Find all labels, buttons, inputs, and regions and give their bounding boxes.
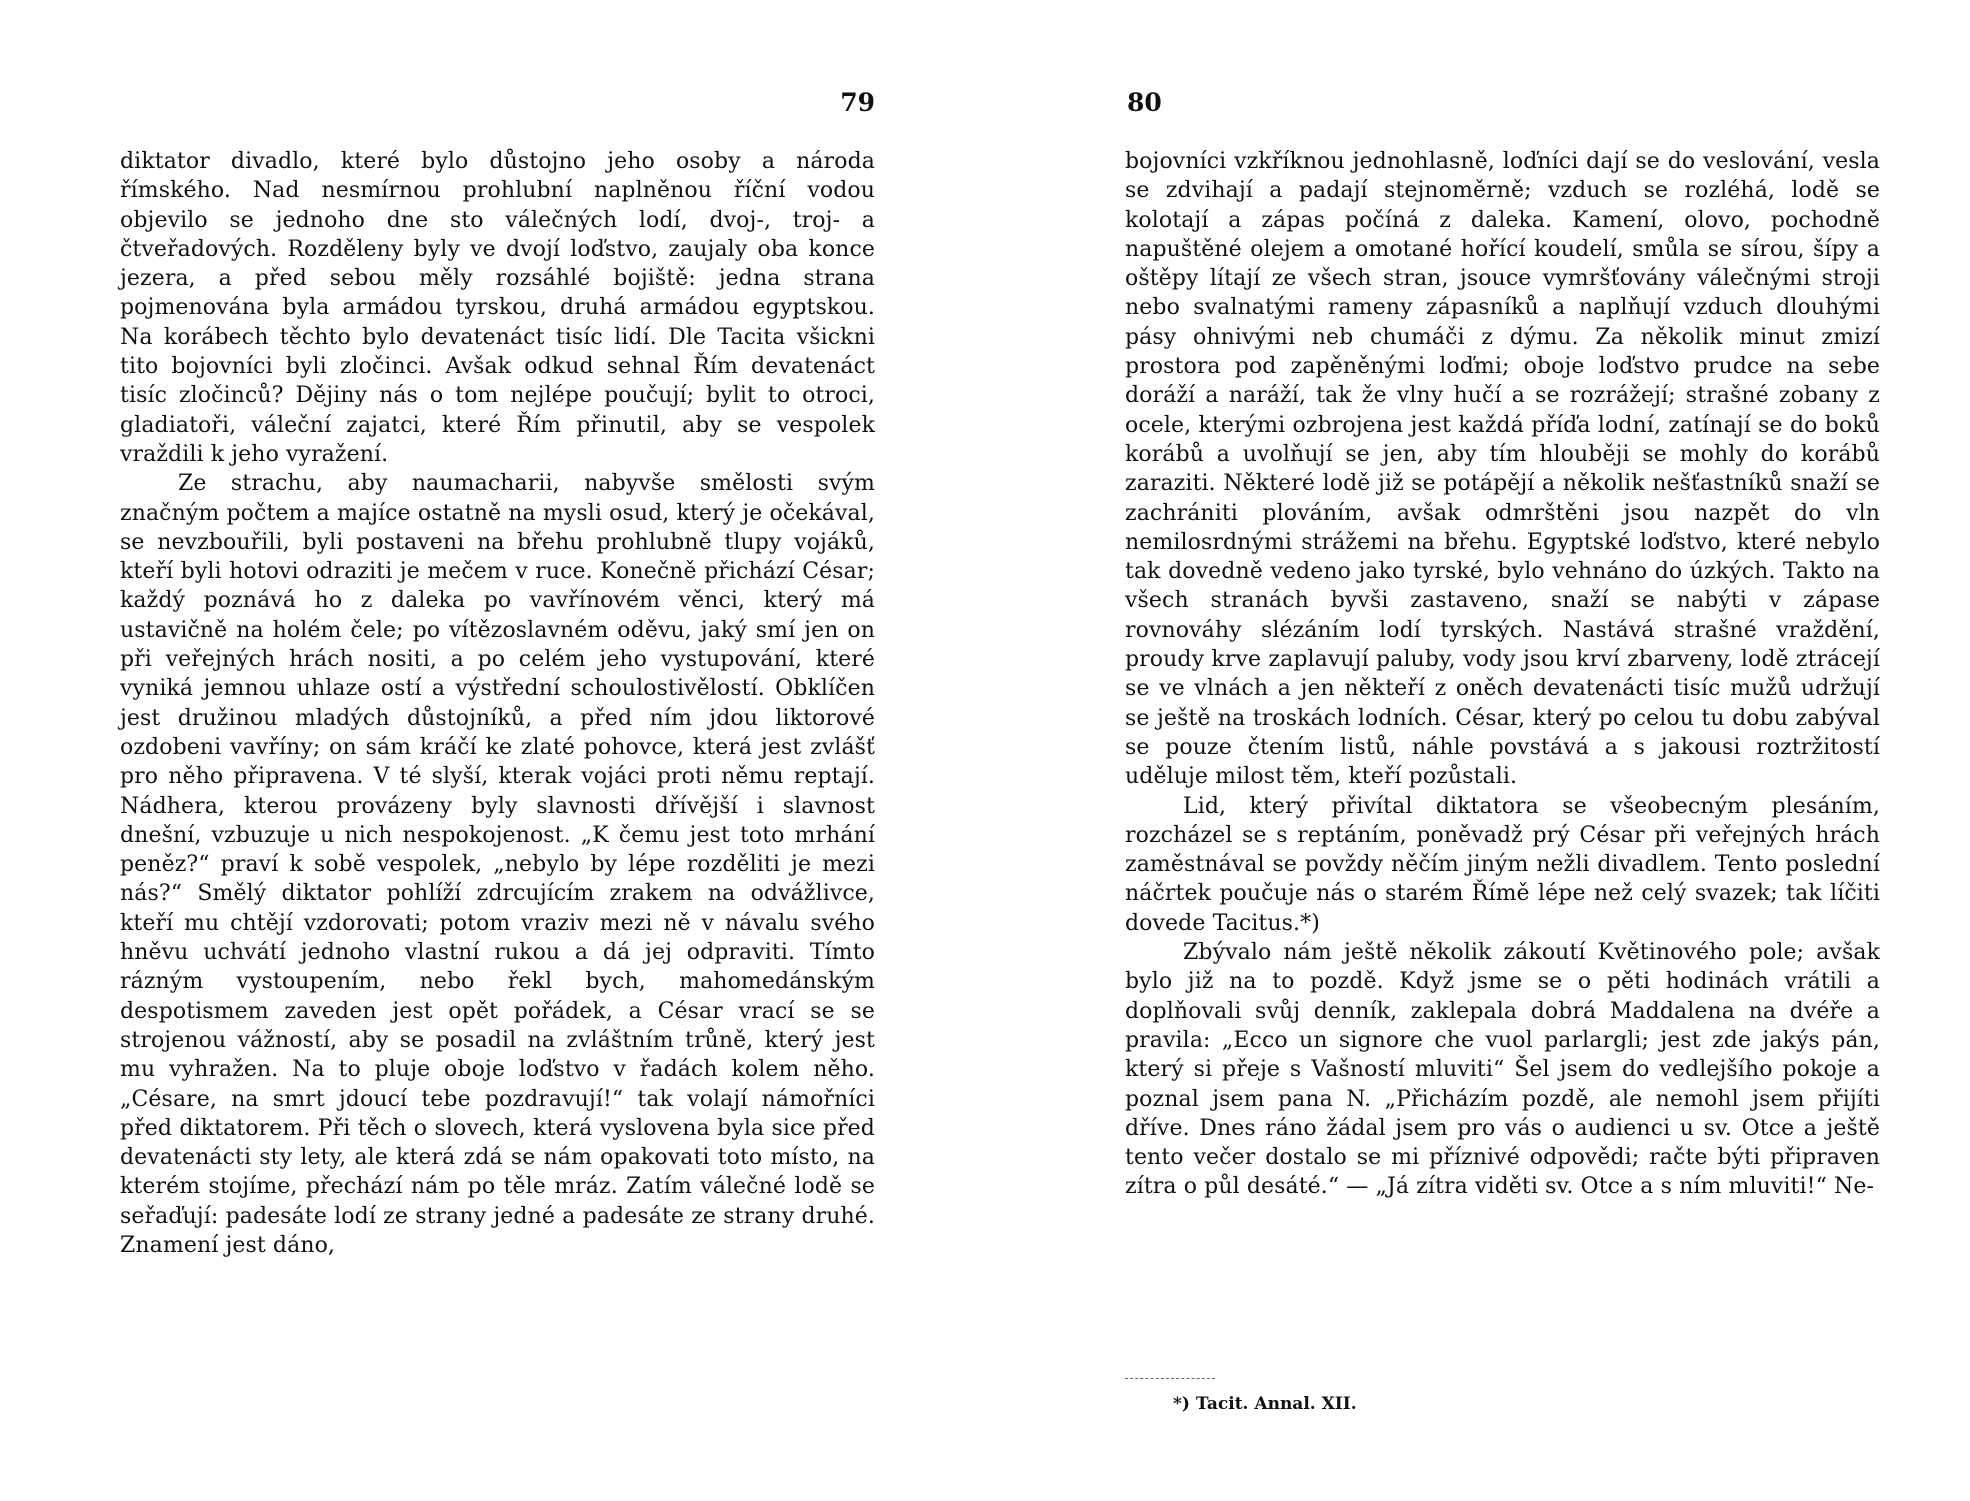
right-page	[1125, 0, 1880, 1501]
paragraph: Ze strachu, aby naumacharii, nabyvše smělosti svým značným počtem a majíce ostatně na mysli osud, který je očekával, se nevzbouřili, byli postaveni na břehu prohlubně tlupy vojáků, kteří byli hotovi odraziti je mečem v ruce. Konečně přichází César; každý poznává ho z daleka po vavřínovém věnci, který má ustavičně na holém čele; po vítězoslavném oděvu, jaký smí jen on při veřejných hrách nositi, a po celém jeho vystupování, které vyniká jemnou uhlaze ostí a výstřední schoulostivělostí. Obklíčen jest družinou mladých důstojníků, a před ním jdou liktorové ozdobeni vavříny; on sám kráčí ke zlaté pohovce, která jest zvlášť pro něho připravena. V té slyší, kterak vojáci proti němu reptají. Nádhera, kterou provázeny byly slavnosti dřívější i slavnost dnešní, vzbuzuje u nich nespokojenost. „K čemu jest toto mrhání peněz?“ praví k sobě vespolek, „nebylo by lépe rozděliti je mezi nás?“ Smělý diktator pohlíží zdrcujícím zrakem na odvážlivce, kteří mu chtějí vzdorovati; potom vraziv mezi ně v návalu svého hněvu uchvátí jednoho vlastní rukou a dá jej odpraviti. Tímto rázným vystoupením, nebo řekl bych, mahomedánským despotismem zaveden jest opět pořádek, a César vrací se se strojenou vážností, aby se posadil na zvláštním trůně, který jest mu vyhražen. Na to pluje oboje loďstvo v řadách kolem něho. „Césare, na smrt jdoucí tebe pozdravují!“ tak volají námořníci před diktatorem. Při těch o slovech, která vyslovena byla sice před devatenácti sty lety, ale která zdá se nám opakovati toto místo, na kterém stojíme, přechází nám po těle mráz. Zatím válečné lodě se seřaďují: padesáte lodí ze strany jedné a padesáte ze strany druhé. Znamení jest dáno,	[120, 471, 875, 1258]
paragraph: Lid, který přivítal diktatora se všeobecným plesáním, rozcházel se s reptáním, poněvadž prý César při veřejných hrách zaměstnával se povždy něčím jiným nežli divadlem. Tento poslední náčrtek poučuje nás o starém Římě lépe než celý svazek; tak líčiti dovede Tacitus.*)	[1125, 793, 1880, 936]
paragraph: diktator divadlo, které bylo důstojno jeho osoby a národa římského. Nad nesmírnou prohlubní naplněnou říční vodou objevilo se jednoho dne sto válečných lodí, dvoj-, troj- a čtveřadových. Rozděleny byly ve dvojí loďstvo, zaujaly oba konce jezera, a před sebou měly rozsáhlé bojiště: jedna strana pojmenována byla armádou tyrskou, druhá armádou egyptskou. Na korábech těchto bylo devatenáct tisíc lidí. Dle Tacita všickni tito bojovníci byli zločinci. Avšak odkud sehnal Řím devatenáct tisíc zločinců? Dějiny nás o tom nejlépe poučují; bylit to otroci, gladiatoři, váleční zajatci, které Řím přinutil, aby se vespolek vraždili k jeho vyražení.	[120, 149, 875, 467]
paragraph: bojovníci vzkříknou jednohlasně, loďníci dají se do veslování, vesla se zdvihají a padají stejnoměrně; vzduch se rozléhá, lodě se kolotají a zápas počíná z daleka. Kamení, olovo, pochodně napuštěné olejem a omotané hořící koudelí, smůla se sírou, šípy a oštěpy lítají ze všech stran, jsouce vymršťovány válečnými stroji nebo svalnatými rameny zápasníků a naplňují vzduch dlouhými pásy ohnivými neb chumáči z dýmu. Za několik minut zmizí prostora pod zapěněnými loďmi; oboje loďstvo prudce na sebe doráží a naráží, tak že vlny hučí a se rozrážejí; strašné zobany z ocele, kterými ozbrojena jest každá příďa lodní, zatínají se do boků korábů a uvolňují se jen, aby tím hlouběji se mohly do korábů zaraziti. Některé lodě již se potápějí a několik nešťastníků snaží se zachrániti plováním, avšak odmrštěni jsou nazpět do vln nemilosrdnými strážemi na břehu. Egyptské loďstvo, které nebylo tak dovedně vedeno jako tyrské, bylo vehnáno do úzkých. Takto na všech stranách byvši zastaveno, snaží se nabýti v zápase rovnováhy slézáním lodí tyrských. Nastává strašné vraždění, proudy krve zaplavují paluby, vody jsou krví zbarveny, lodě ztrácejí se ve vlnách a jen někteří z oněch devatenácti tisíc mužů udržují se ještě na troskách lodních. César, který po celou tu dobu zabýval se pouze čtením listů, náhle povstává a s jakousi roztržitostí uděluje milost těm, kteří pozůstali.	[1125, 149, 1880, 790]
paragraph: Zbývalo nám ještě několik zákoutí Květinového pole; avšak bylo již na to pozdě. Když jsme se o pěti hodinách vrátili a doplňovali svůj denník, zaklepala dobrá Maddalena na dvéře a pravila: „Ecco un signore che vuol parlargli; jest zde jakýs pán, který si přeje s Vašností mluviti“ Šel jsem do vedlejšího pokoje a poznal jsem pana N. „Přicházím pozdě, ale nemohl jsem přijíti dříve. Dnes ráno žádal jsem pro vás o audienci u sv. Otce a ještě tento večer dostalo se mi příznivé odpovědi; račte býti připraven zítra o půl desáté.“ — „Já zítra viděti sv. Otce a s ním mluviti!“ Ne-	[1125, 940, 1880, 1200]
page-number: 80	[1127, 88, 1162, 117]
page-body	[120, 147, 875, 1260]
footnote-rule	[1125, 1378, 1215, 1379]
footnote: *) Tacit. Annal. XII.	[1173, 1394, 1357, 1414]
page-number: 79	[840, 88, 875, 117]
left-page	[120, 0, 875, 1501]
page-body	[1125, 147, 1880, 1202]
